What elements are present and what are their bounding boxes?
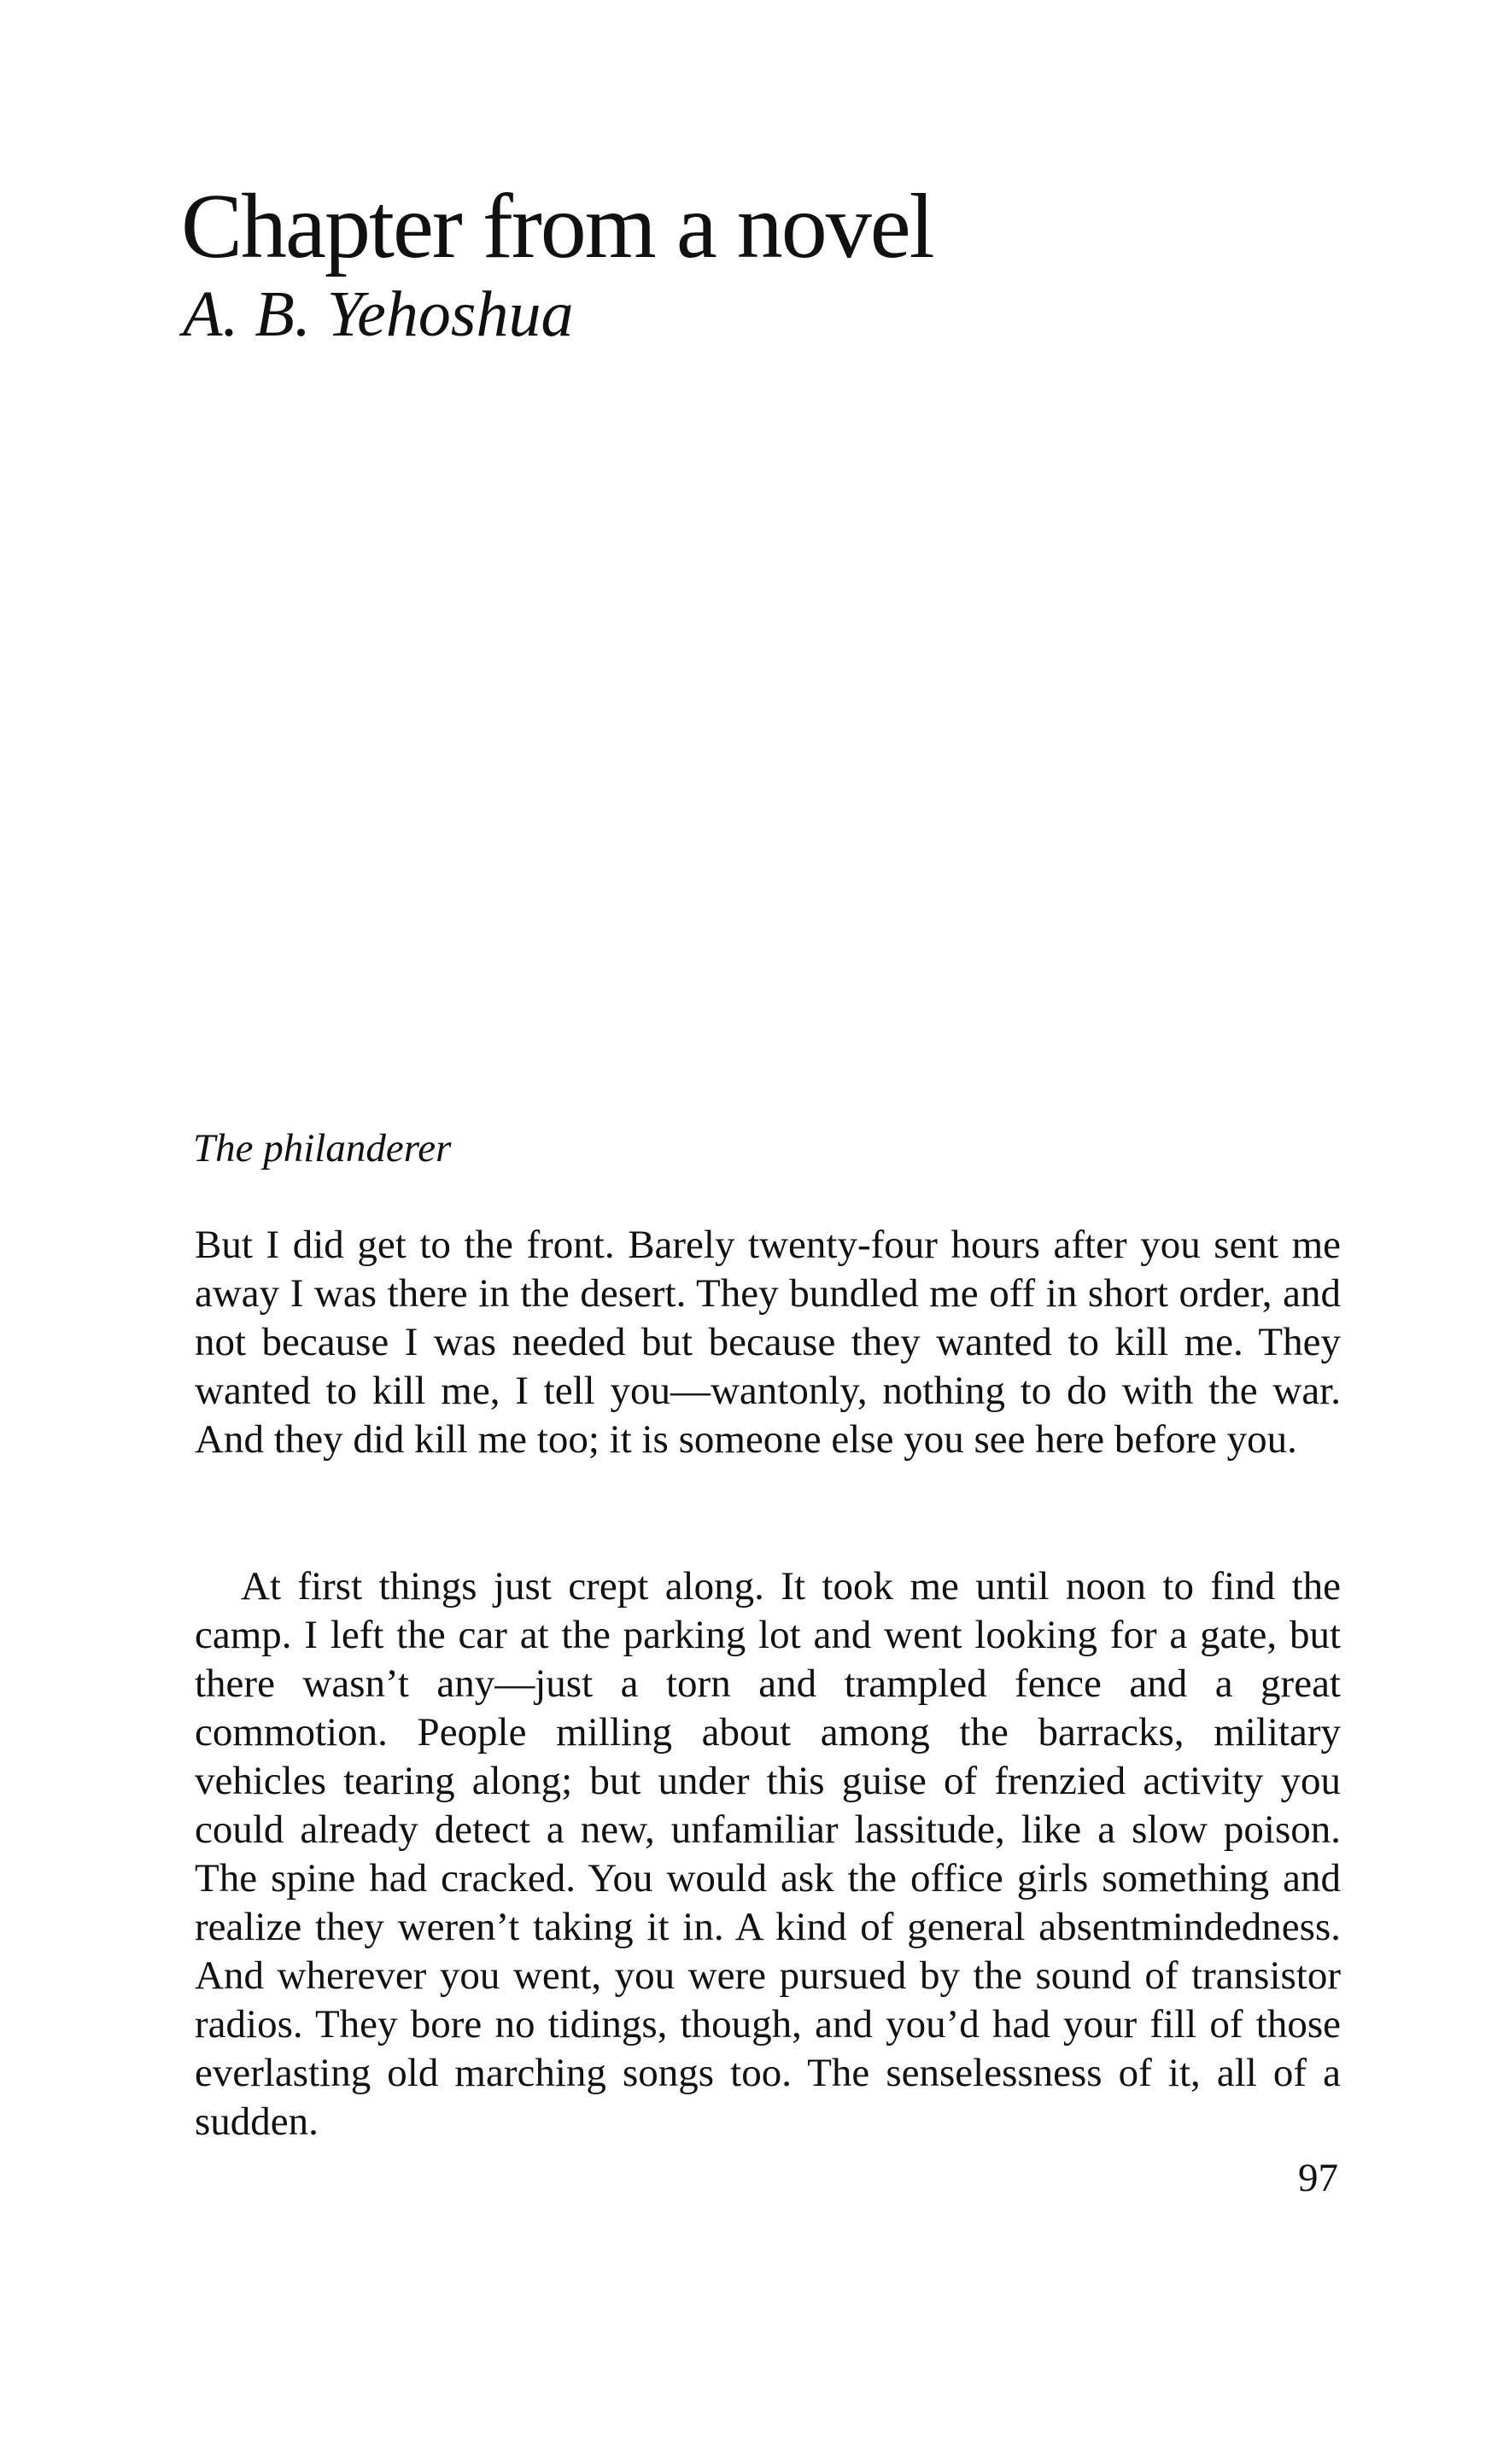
page-number: 97 <box>1298 2156 1338 2200</box>
section-title: The philanderer <box>193 1126 452 1171</box>
chapter-title: Chapter from a novel <box>181 176 933 277</box>
paragraph-2: At first things just crept along. It took me until noon to find the camp. I left the car at the parking lot and went looking for a gate, but there wasn’t any—just a torn and trampled fence and a great commotion. People milling about among the barracks, military vehicles tearing along; but under this guise of frenzied activity you could already detect a new, unfamiliar lassitude, like a slow poison. The spine had cracked. You would ask the office girls something and realize they weren’t taking it in. A kind of general absentmindedness. And wherever you went, you were pursued by the sound of transistor radios. They bore no tidings, though, and you’d had your fill of those everlasting old marching songs too. The senselessness of it, all of a sudden. <box>195 1564 1341 2144</box>
author-name: A. B. Yehoshua <box>183 278 574 350</box>
paragraph-1: But I did get to the front. Barely twenty-four hours after you sent me away I was there in the desert. They bundled me off in short order, and not because I was needed but because they wanted to kill me. They wanted to kill me, I tell you—wantonly, nothing to do with the war. And they did kill me too; it is someone else you see here before you. <box>195 1223 1341 1462</box>
